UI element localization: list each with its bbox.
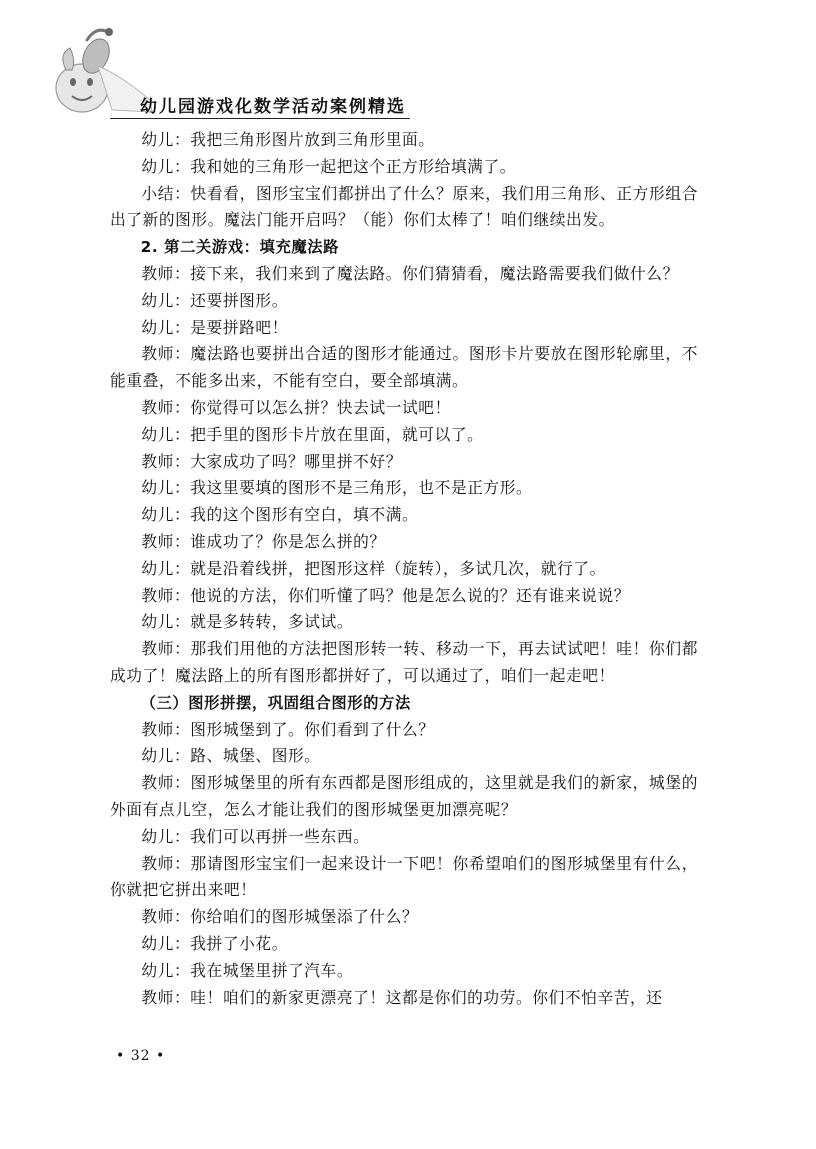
paragraph: 幼儿：路、城堡、图形。	[141, 746, 321, 766]
paragraph: 幼儿：我把三角形图片放到三角形里面。	[141, 130, 435, 149]
paragraph: 幼儿：我这里要填的图形不是三角形，也不是正方形。	[141, 478, 533, 498]
paragraph: 幼儿：我的这个图形有空白，填不满。	[141, 505, 419, 525]
paragraph: 教师：哇！咱们的新家更漂亮了！这都是你们的功劳。你们不怕辛苦，还	[141, 987, 663, 1007]
paragraph: 幼儿：就是沿着线拼，把图形这样（旋转），多试几次，就行了。	[141, 558, 606, 578]
section-heading: 2. 第二关游戏：填充魔法路	[140, 238, 340, 257]
paragraph: 幼儿：我和她的三角形一起把这个正方形给填满了。	[141, 156, 517, 176]
header-divider	[110, 118, 410, 119]
page-body	[110, 127, 698, 1011]
paragraph: 教师：你给咱们的图形城堡添了什么？	[141, 907, 419, 927]
page-number: • 32 •	[116, 1048, 166, 1064]
section-heading: （三）图形拼摆，巩固组合图形的方法	[140, 693, 411, 712]
paragraph: 幼儿：我们可以再拼一些东西。	[141, 826, 370, 846]
paragraph: 教师：他说的方法，你们听懂了吗？他是怎么说的？还有谁来说说？	[141, 585, 631, 605]
paragraph: 教师：图形城堡到了。你们看到了什么？	[141, 719, 435, 739]
paragraph: 教师：那我们用他的方法把图形转一转、移动一下，再去试试吧！哇！你们都成功了！魔法路上的所有图形都拼好了，可以通过了，咱们一起走吧！	[110, 639, 698, 685]
paragraph: 幼儿：是要拼路吧！	[141, 317, 288, 337]
paragraph: 教师：那请图形宝宝们一起来设计一下吧！你希望咱们的图形城堡里有什么，你就把它拼出来吧！	[110, 853, 698, 900]
paragraph: 教师：大家成功了吗？哪里拼不好？	[141, 451, 402, 471]
paragraph: 幼儿：我拼了小花。	[141, 933, 288, 953]
paragraph: 小结：快看看，图形宝宝们都拼出了什么？原来，我们用三角形、正方形组合出了新的图形。魔法门能开启吗？（能）你们太棒了！咱们继续出发。	[110, 183, 698, 230]
paragraph: 幼儿：就是多转转，多试试。	[141, 612, 354, 632]
paragraph: 教师：图形城堡里的所有东西都是图形组成的，这里就是我们的新家，城堡的外面有点儿空，怎么才能让我们的图形城堡更加漂亮呢？	[110, 773, 698, 819]
paragraph: 幼儿：还要拼图形。	[141, 290, 288, 310]
paragraph: 教师：魔法路也要拼出合适的图形才能通过。图形卡片要放在图形轮廓里，不能重叠，不能多出来，不能有空白，要全部填满。	[110, 344, 698, 391]
header-title: 幼儿园游戏化数学活动案例精选	[140, 97, 406, 117]
paragraph: 教师：你觉得可以怎么拼？快去试一试吧！	[141, 397, 451, 417]
paragraph: 教师：接下来，我们来到了魔法路。你们猜猜看，魔法路需要我们做什么？	[141, 263, 679, 283]
paragraph: 教师：谁成功了？你是怎么拼的？	[141, 531, 386, 551]
running-header	[52, 18, 406, 118]
paragraph: 幼儿：我在城堡里拼了汽车。	[141, 960, 354, 980]
paragraph: 幼儿：把手里的图形卡片放在里面，就可以了。	[141, 424, 484, 444]
